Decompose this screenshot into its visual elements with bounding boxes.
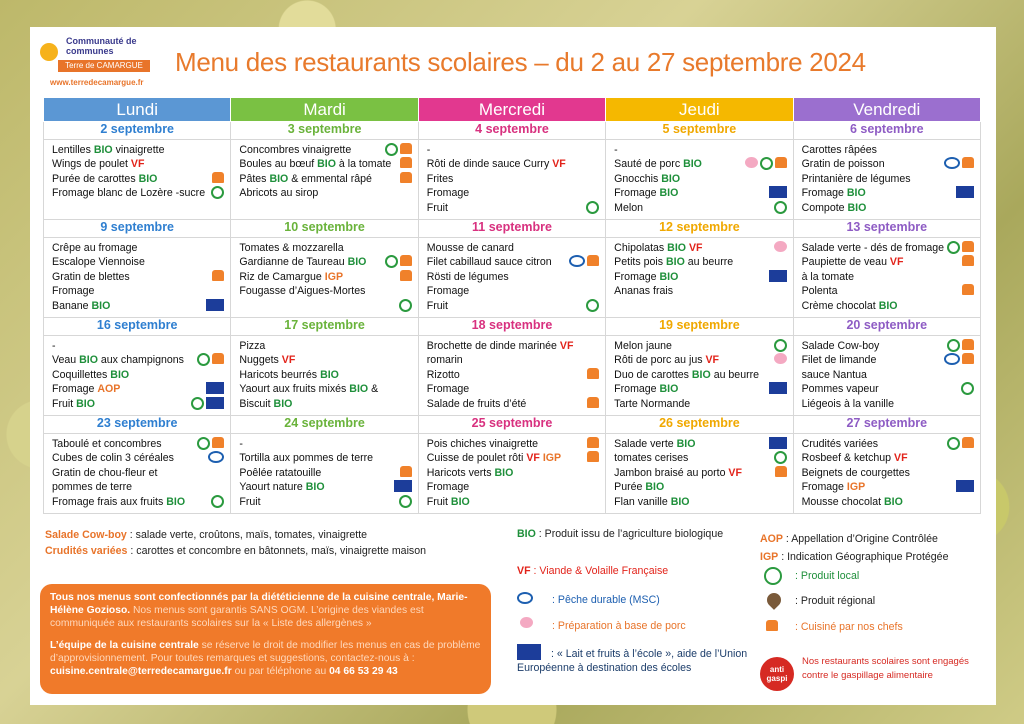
day-header-jeudi: Jeudi: [606, 98, 793, 122]
menu-items: [231, 434, 417, 513]
date-header: 19 septembre: [606, 318, 792, 336]
menu-item: Pommes vapeur: [801, 383, 879, 396]
chef-hat-icon: [212, 172, 224, 183]
menu-item: Crudités variées: [801, 438, 879, 450]
note-crudites-label: Crudités variées: [45, 545, 128, 557]
menu-items: [794, 336, 980, 415]
menu-item: Haricots verts BIO: [426, 466, 514, 479]
antigaspi-icon: anti gaspi: [760, 657, 794, 691]
pig-icon: [520, 617, 533, 628]
menu-item: Rosbeef & ketchup VF: [801, 452, 908, 465]
menu-items: [606, 336, 792, 415]
menu-item: Ananas frais: [614, 285, 674, 298]
date-header: 9 septembre: [44, 220, 230, 238]
menu-item: Tomates & mozzarella: [239, 242, 344, 254]
eu-flag-icon: [769, 382, 787, 394]
eu-flag-icon: [769, 186, 787, 198]
basket-icon: [774, 451, 787, 464]
info-p2d: ou par téléphone au: [231, 666, 330, 677]
menu-item: Beignets de courgettes: [801, 466, 910, 479]
menu-item: Flan vanille BIO: [614, 495, 690, 508]
menu-table: [43, 97, 981, 514]
basket-icon: [211, 495, 224, 508]
location-pin-icon: [764, 590, 784, 610]
menu-item: Fromage: [426, 383, 470, 396]
menu-item: Haricots beurrés BIO: [239, 368, 339, 381]
menu-items: [231, 140, 417, 219]
menu-items: [231, 238, 417, 317]
chef-hat-icon: [212, 353, 224, 364]
day-cell: [606, 318, 793, 416]
legend-eu: : « Lait et fruits à l’école », aide de l’Union Européenne à destination des écoles: [517, 648, 748, 674]
menu-item: tomates cerises: [614, 452, 689, 465]
menu-item: Taboulé et concombres: [52, 438, 162, 450]
day-cell: [231, 416, 418, 514]
date-header: 16 septembre: [44, 318, 230, 336]
menu-item: Veau BIO aux champignons: [52, 354, 184, 367]
menu-item: Fromage frais aux fruits BIO: [52, 495, 186, 508]
pig-icon: [774, 353, 787, 364]
menu-item: Fromage AOP: [52, 383, 121, 396]
menu-item: Liégeois à la vanille: [801, 397, 895, 410]
legend-local: : Produit local: [795, 570, 860, 582]
menu-item: sauce Nantua: [801, 368, 867, 381]
menu-item: Salade verte BIO: [614, 438, 696, 450]
date-header: 26 septembre: [606, 416, 792, 434]
menu-item: romarin: [426, 354, 463, 367]
info-p1b: Nos menus sont garantis SANS OGM. L’origine des viandes est communiquée aux restaurants scolaires sur la « Liste des allergènes »: [50, 605, 424, 629]
msc-fish-icon: [944, 157, 960, 169]
legend-chef: : Cuisiné par nos chefs: [795, 621, 903, 633]
day-cell: [793, 318, 980, 416]
menu-item: Sauté de porc BIO: [614, 158, 702, 171]
chef-hat-icon: [962, 284, 974, 295]
menu-item: Duo de carottes BIO au beurre: [614, 368, 760, 381]
menu-item: Purée BIO: [614, 481, 665, 494]
date-header: 10 septembre: [231, 220, 417, 238]
menu-item: Frites: [426, 172, 454, 185]
day-cell: [606, 122, 793, 220]
menu-item: Fromage blanc de Lozère -sucre: [52, 187, 206, 200]
info-email[interactable]: cuisine.centrale@terredecamargue.fr: [50, 666, 232, 677]
menu-items: [794, 140, 980, 219]
menu-item: -: [239, 438, 243, 450]
chef-hat-icon: [962, 157, 974, 168]
menu-item: Pizza: [239, 340, 266, 352]
basket-icon: [947, 437, 960, 450]
info-p2a: L’équipe de la cuisine centrale: [50, 640, 199, 651]
basket-icon: [947, 339, 960, 352]
day-cell: [418, 416, 605, 514]
menu-item: Abricots au sirop: [239, 187, 319, 200]
menu-panel: [30, 27, 996, 705]
chef-hat-icon: [587, 255, 599, 266]
day-header-vendredi: Vendredi: [793, 98, 980, 122]
menu-item: Chipolatas BIO VF: [614, 242, 703, 254]
eu-flag-icon: [769, 437, 787, 449]
menu-item: Fromage: [426, 481, 470, 494]
menu-item: Concombres vinaigrette: [239, 144, 352, 156]
eu-flag-icon: [206, 382, 224, 394]
menu-item: Pois chiches vinaigrette: [426, 438, 539, 450]
menu-item: Fruit: [239, 495, 261, 508]
date-header: 27 septembre: [794, 416, 980, 434]
legend-vf: VF : Viande & Volaille Française: [517, 565, 669, 577]
date-header: 20 septembre: [794, 318, 980, 336]
day-cell: [231, 318, 418, 416]
menu-item: Riz de Camargue IGP: [239, 270, 344, 283]
basket-icon: [211, 186, 224, 199]
msc-fish-icon: [569, 255, 585, 267]
legend-bio: BIO : Produit issu de l’agriculture biologique: [517, 528, 724, 540]
date-header: 4 septembre: [419, 122, 605, 140]
menu-item: Rôti de porc au jus VF: [614, 354, 719, 367]
menu-item: Crème chocolat BIO: [801, 299, 898, 312]
day-cell: [606, 416, 793, 514]
basket-icon: [764, 567, 782, 585]
menu-item: Rôti de dinde sauce Curry VF: [426, 158, 566, 171]
chef-hat-icon: [400, 157, 412, 168]
menu-item: Fromage: [426, 285, 470, 298]
date-header: 2 septembre: [44, 122, 230, 140]
date-header: 12 septembre: [606, 220, 792, 238]
menu-item: Yaourt nature BIO: [239, 481, 325, 494]
eu-flag-icon: [956, 480, 974, 492]
chef-hat-icon: [962, 241, 974, 252]
menu-item: Banane BIO: [52, 299, 111, 312]
menu-item: Fromage: [52, 285, 95, 298]
menu-item: Crêpe au fromage: [52, 242, 138, 254]
menu-item: Pâtes BIO & emmental râpé: [239, 172, 372, 185]
basket-icon: [961, 382, 974, 395]
page-title: Menu des restaurants scolaires – du 2 au 27 septembre 2024: [175, 47, 866, 77]
day-cell: [44, 220, 231, 318]
menu-item: Escalope Viennoise: [52, 256, 145, 269]
day-cell: [44, 416, 231, 514]
basket-icon: [399, 299, 412, 312]
date-header: 11 septembre: [419, 220, 605, 238]
basket-icon: [385, 255, 398, 268]
menu-item: Mousse chocolat BIO: [801, 495, 903, 508]
menu-items: [419, 140, 605, 219]
date-header: 13 septembre: [794, 220, 980, 238]
msc-icon: [517, 592, 533, 604]
menu-item: Rösti de légumes: [426, 270, 509, 283]
menu-item: Tortilla aux pommes de terre: [239, 452, 374, 465]
menu-item: Carottes râpées: [801, 144, 877, 156]
menu-items: [606, 238, 792, 317]
day-cell: [418, 318, 605, 416]
chef-hat-icon: [587, 368, 599, 379]
eu-flag-icon: [769, 270, 787, 282]
menu-item: -: [52, 340, 56, 352]
info-box: [40, 584, 491, 694]
menu-item: Salade verte - dés de fromage: [801, 242, 945, 254]
day-cell: [793, 220, 980, 318]
menu-item: Fromage BIO: [801, 187, 866, 200]
info-phone: 04 66 53 29 43: [329, 666, 398, 677]
menu-items: [419, 434, 605, 513]
legend-porc: : Préparation à base de porc: [552, 620, 686, 632]
msc-fish-icon: [944, 353, 960, 365]
menu-item: Fruit: [426, 299, 448, 312]
day-cell: [44, 122, 231, 220]
basket-icon: [586, 201, 599, 214]
eu-flag-icon: [394, 480, 412, 492]
menu-items: [606, 434, 792, 513]
day-header-mercredi: Mercredi: [418, 98, 605, 122]
menu-item: -: [426, 144, 431, 156]
date-header: 5 septembre: [606, 122, 792, 140]
basket-icon: [197, 353, 210, 366]
eu-flag-icon: [206, 397, 224, 409]
chef-hat-icon: [587, 451, 599, 462]
menu-item: Lentilles BIO vinaigrette: [52, 144, 165, 156]
chef-hat-icon: [962, 255, 974, 266]
menu-items: [794, 238, 980, 317]
chef-hat-icon: [775, 466, 787, 477]
menu-item: Salade Cow-boy: [801, 340, 880, 352]
menu-item: Fromage BIO: [614, 270, 679, 283]
menu-item: Nuggets VF: [239, 354, 296, 367]
legend-gaspi: Nos restaurants scolaires sont engagés contre le gaspillage alimentaire: [802, 656, 969, 681]
menu-item: Fromage: [426, 187, 470, 200]
menu-item: Fruit: [426, 201, 448, 214]
chef-hat-icon: [962, 339, 974, 350]
chef-hat-icon: [400, 255, 412, 266]
menu-item: Gratin de poisson: [801, 158, 885, 171]
date-header: 18 septembre: [419, 318, 605, 336]
menu-items: [44, 140, 230, 219]
date-header: 24 septembre: [231, 416, 417, 434]
menu-item: Purée de carottes BIO: [52, 172, 158, 185]
day-cell: [418, 220, 605, 318]
menu-items: [606, 140, 792, 219]
menu-item: Salade de fruits d’été: [426, 397, 527, 410]
menu-item: Fruit BIO: [52, 397, 95, 410]
menu-items: [231, 336, 417, 415]
menu-item: Fruit BIO: [426, 495, 470, 508]
logo-url: www.terredecamargue.fr: [50, 78, 144, 87]
chef-hat-icon: [962, 353, 974, 364]
menu-item: Coquillettes BIO: [52, 368, 130, 381]
chef-hat-icon: [400, 466, 412, 477]
menu-item: Gratin de blettes: [52, 270, 130, 283]
basket-icon: [385, 143, 398, 156]
date-header: 3 septembre: [231, 122, 417, 140]
date-header: 6 septembre: [794, 122, 980, 140]
day-cell: [231, 122, 418, 220]
menu-items: [419, 336, 605, 415]
menu-item: Fromage BIO: [614, 383, 679, 396]
menu-item: Compote BIO: [801, 201, 867, 214]
menu-items: [794, 434, 980, 513]
menu-item: Melon: [614, 201, 644, 214]
menu-item: Filet de limande: [801, 354, 877, 367]
menu-item: Brochette de dinde marinée VF: [426, 340, 574, 352]
day-header-mardi: Mardi: [231, 98, 418, 122]
menu-item: Yaourt aux fruits mixés BIO &: [239, 383, 379, 396]
basket-icon: [197, 437, 210, 450]
chef-hat-icon: [766, 620, 778, 631]
pig-icon: [745, 157, 758, 168]
day-cell: [44, 318, 231, 416]
menu-item: -: [614, 144, 618, 156]
chef-hat-icon: [400, 270, 412, 281]
logo: [38, 33, 148, 89]
menu-item: Boules au bœuf BIO à la tomate: [239, 158, 392, 171]
note-crudites-text: : carottes et concombre en bâtonnets, maïs, vinaigrette maison: [127, 545, 426, 557]
menu-item: Petits pois BIO au beurre: [614, 256, 734, 269]
info-p2b: se réserve le droit de modifier les menus en cas de problème d’approvisionnement. Pour toutes remarques et suggestions, contactez-nous à :: [50, 640, 481, 664]
menu-item: Jambon braisé au porto VF: [614, 466, 742, 479]
logo-bar: Terre de CAMARGUE: [58, 60, 150, 72]
menu-item: Gnocchis BIO: [614, 172, 681, 185]
menu-item: Printanière de légumes: [801, 172, 911, 185]
menu-item: Paupiette de veau VF: [801, 256, 904, 269]
day-cell: [606, 220, 793, 318]
basket-icon: [586, 299, 599, 312]
chef-hat-icon: [587, 397, 599, 408]
day-cell: [231, 220, 418, 318]
menu-item: Cubes de colin 3 céréales: [52, 452, 174, 465]
menu-item: Melon jaune: [614, 340, 672, 352]
chef-hat-icon: [775, 157, 787, 168]
menu-item: Polenta: [801, 285, 838, 298]
menu-items: [44, 434, 230, 513]
menu-item: Wings de poulet VF: [52, 158, 145, 171]
note-cowboy-label: Salade Cow-boy: [45, 529, 127, 541]
date-header: 17 septembre: [231, 318, 417, 336]
logo-line1: Communauté de communes: [66, 36, 137, 56]
chef-hat-icon: [587, 437, 599, 448]
pig-icon: [774, 241, 787, 252]
menu-item: Mousse de canard: [426, 242, 514, 254]
menu-item: Gardianne de Taureau BIO: [239, 256, 367, 269]
day-cell: [418, 122, 605, 220]
menu-item: Gratin de chou-fleur et: [52, 466, 158, 479]
date-header: 25 septembre: [419, 416, 605, 434]
legend-igp: IGP : Indication Géographique Protégée: [760, 551, 949, 563]
msc-fish-icon: [208, 451, 224, 463]
eu-flag-icon: [956, 186, 974, 198]
menu-items: [419, 238, 605, 317]
basket-icon: [760, 157, 773, 170]
chef-hat-icon: [212, 270, 224, 281]
legend-aop: AOP : Appellation d’Origine Contrôlée: [760, 533, 938, 545]
menu-items: [44, 238, 230, 317]
eu-flag-icon: [206, 299, 224, 311]
menu-item: Cuisse de poulet rôti VF IGP: [426, 452, 562, 465]
chef-hat-icon: [962, 437, 974, 448]
menu-item: Tarte Normande: [614, 397, 691, 410]
legend-msc: : Pêche durable (MSC): [552, 594, 660, 606]
basket-icon: [191, 397, 204, 410]
menu-items: [44, 336, 230, 415]
basket-icon: [947, 241, 960, 254]
menu-item: à la tomate: [801, 270, 854, 283]
info-p1a: Tous nos menus sont confectionnés par la diététicienne de la cuisine centrale, Marie-Hélène Gozioso.: [50, 592, 468, 616]
legend-regional: : Produit régional: [795, 595, 876, 607]
sun-icon: [40, 43, 58, 61]
day-header-lundi: Lundi: [44, 98, 231, 122]
basket-icon: [774, 201, 787, 214]
basket-icon: [774, 339, 787, 352]
menu-item: Rizotto: [426, 368, 460, 381]
chef-hat-icon: [212, 437, 224, 448]
day-cell: [793, 122, 980, 220]
chef-hat-icon: [400, 172, 412, 183]
menu-item: pommes de terre: [52, 481, 133, 494]
note-cowboy-text: : salade verte, croûtons, maïs, tomates, vinaigrette: [126, 529, 368, 541]
day-cell: [793, 416, 980, 514]
menu-item: Fromage BIO: [614, 187, 679, 200]
date-header: 23 septembre: [44, 416, 230, 434]
menu-item: Fromage IGP: [801, 481, 866, 494]
basket-icon: [399, 495, 412, 508]
notes: [45, 527, 426, 559]
menu-item: Filet cabillaud sauce citron: [426, 256, 552, 269]
menu-item: Biscuit BIO: [239, 397, 293, 410]
menu-item: Fougasse d’Aigues-Mortes: [239, 285, 366, 298]
chef-hat-icon: [400, 143, 412, 154]
menu-item: Poêlée ratatouille: [239, 466, 322, 479]
